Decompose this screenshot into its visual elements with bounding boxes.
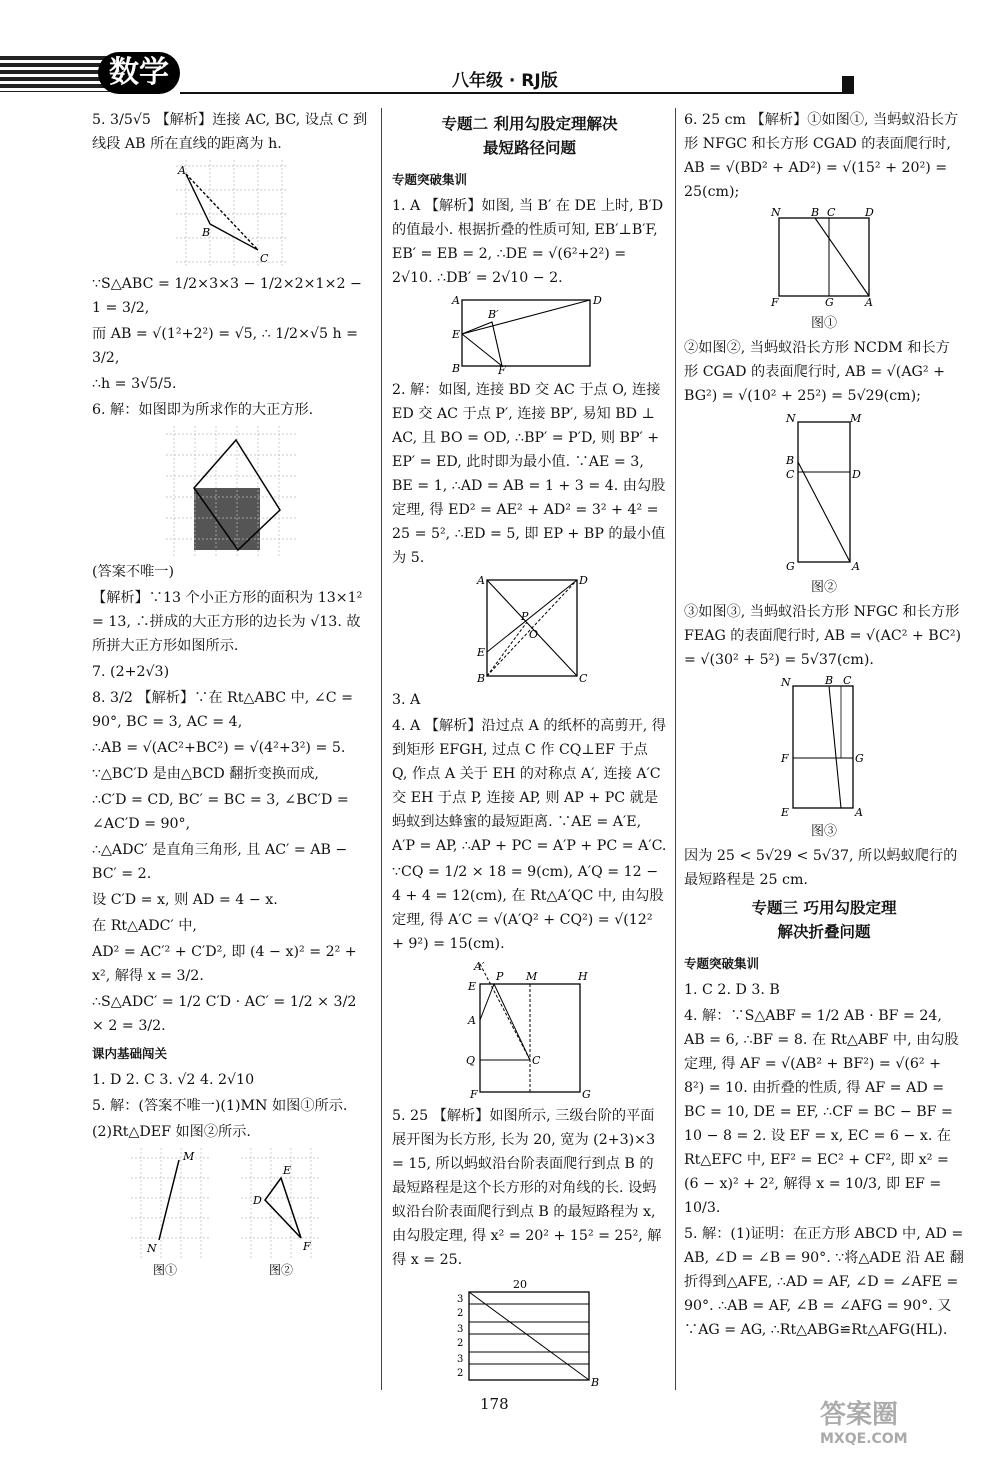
svg-text:A: A xyxy=(852,560,860,573)
answer-5: 5. 3/5√5 【解析】连接 AC, BC, 设点 C 到线段 AB 所在直线的距离为 h. xyxy=(92,112,368,152)
answer-5-step1: ∵S△ABC = 1/2×3×3 − 1/2×2×1×2 − 1 = 3/2, xyxy=(92,276,362,316)
svg-text:A: A xyxy=(467,1014,476,1027)
header-rule xyxy=(180,92,845,94)
column-middle xyxy=(392,108,667,1390)
answer-8-line: AD² = AC′² + C′D², 即 (4 − x)² = 2² + x², 解得 x = 3/2. xyxy=(92,944,357,984)
topic2-answer-2: 2. 解：如图, 连接 BD 交 AC 于点 O, 连接 ED 交 AC 于点 P′, 连接 BP′, 易知 BD ⊥ AC, 且 BO = OD, ∴BP′ = P′D, 则 BP′ + EP′ = ED, 此时即为最小值. ∵AE = 3, BE = 1, ∴AD = AB = 1 + 3 = 4. 由勾股定理, 得 ED² = AE² + AD² = 3² + 4² = 25 = 5², ∴ED = 5, 即 EP + BP 的最小值为 5. xyxy=(392,382,666,566)
svg-text:E: E xyxy=(476,646,485,659)
subsection-heading: 专题突破集训 xyxy=(684,956,760,971)
svg-text:E: E xyxy=(451,328,460,341)
svg-text:M: M xyxy=(525,970,537,983)
answer-8-line: 设 C′D = x, 则 AD = 4 − x. xyxy=(92,892,278,908)
answer-8: 8. 3/2 【解析】∵在 Rt△ABC 中, ∠C = 90°, BC = 3, AC = 4, xyxy=(92,690,353,730)
square-diagonal-figure xyxy=(475,574,588,685)
svg-text:3: 3 xyxy=(456,1354,463,1365)
watermark-logo xyxy=(820,1400,990,1456)
svg-text:N: N xyxy=(781,676,791,689)
svg-text:3: 3 xyxy=(456,1324,463,1335)
svg-text:C: C xyxy=(843,674,852,687)
grid-triangle-figure xyxy=(176,160,286,268)
svg-text:A: A xyxy=(476,574,485,587)
figure-1-label: 图① xyxy=(153,1263,178,1277)
svg-text:F: F xyxy=(469,1088,478,1101)
figure-label: 图② xyxy=(810,580,837,595)
box-net-figure-3 xyxy=(779,674,869,819)
svg-text:C: C xyxy=(578,672,587,685)
svg-text:F: F xyxy=(781,752,789,765)
svg-text:P: P xyxy=(495,970,503,983)
answer-8-line: 在 Rt△ADC′ 中, xyxy=(92,918,197,934)
svg-text:D: D xyxy=(852,468,861,481)
svg-text:B: B xyxy=(476,672,485,685)
topic-title-line: 专题二 利用勾股定理解决 xyxy=(441,115,618,133)
basic-answers: 1. D 2. C 3. √2 4. 2√10 xyxy=(92,1072,255,1088)
svg-text:B: B xyxy=(825,674,834,687)
topic2-answer-4: 4. A 【解析】沿过点 A 的纸杯的高剪开, 得到矩形 EFGH, 过点 C 作 CQ⊥EF 于点 Q, 作点 A 关于 EH 的对称点 A′, 连接 A′C 交 EH 于点 P, 连接 AP, 则 AP + PC 就是蚂蚁到达蜂蜜的最短距离. ∵AE = A′E, A′P = AP, ∴AP + PC = A′P + PC = A′C. xyxy=(392,718,667,854)
answer-8-line: ∴S△ADC′ = 1/2 C′D · AC′ = 1/2 × 3/2 × 2 = 3/2. xyxy=(92,994,357,1034)
svg-text:B: B xyxy=(451,362,460,375)
subsection-heading: 专题突破集训 xyxy=(392,172,468,187)
svg-text:A: A xyxy=(451,294,460,307)
svg-text:C: C xyxy=(827,206,836,219)
svg-text:O: O xyxy=(528,628,538,641)
topic-title-line: 解决折叠问题 xyxy=(777,923,871,941)
svg-text:Q: Q xyxy=(465,1054,475,1067)
column-right xyxy=(684,108,964,1344)
svg-text:F: F xyxy=(303,1240,311,1253)
answer-7: 7. (2+2√3) xyxy=(92,664,170,680)
svg-text:A: A xyxy=(865,296,873,309)
topic2-answer-6c: ③如图③, 当蚂蚁沿长方形 NFGC 和长方形 FEAG 的表面爬行时, AB = √(AC² + BC²) = √(30² + 5²) = 5√37(cm). xyxy=(684,604,962,668)
figure-label: 图③ xyxy=(810,824,837,839)
column-left xyxy=(92,108,370,1282)
svg-text:E: E xyxy=(781,806,790,819)
basic-answer-5: 5. 解：(答案不唯一)(1)MN 如图①所示. xyxy=(92,1098,348,1114)
column-divider xyxy=(675,108,676,1390)
topic2-answer-3: 3. A xyxy=(392,692,421,708)
svg-text:G: G xyxy=(855,752,864,765)
column-divider xyxy=(381,108,382,1390)
svg-text:2: 2 xyxy=(456,1308,463,1319)
svg-text:B: B xyxy=(786,454,795,467)
topic-title xyxy=(684,896,964,944)
answer-6-analysis: 【解析】∵13 个小正方形的面积为 13×1² = 13, ∴拼成的大正方形的边长为 √13. 故所拼大正方形如图所示. xyxy=(92,590,363,654)
grade-label: 八年级 · RJ版 xyxy=(452,71,558,91)
svg-text:D: D xyxy=(592,294,602,307)
svg-text:B: B xyxy=(811,206,820,219)
svg-text:N: N xyxy=(771,206,781,219)
figure-label: 图① xyxy=(810,316,837,331)
answer-8-line: ∴C′D = CD, BC′ = BC = 3, ∠BC′D = ∠AC′D = 90°, xyxy=(92,792,349,832)
watermark-url: MXQE.COM xyxy=(820,1431,908,1447)
basic-answer-5b: (2)Rt△DEF 如图②所示. xyxy=(92,1124,251,1140)
svg-text:E: E xyxy=(283,1164,292,1177)
svg-text:B: B xyxy=(202,226,211,239)
header-stripes xyxy=(0,56,110,92)
svg-text:D: D xyxy=(578,574,588,587)
svg-text:P: P xyxy=(520,610,528,623)
grid-figures-mn-def xyxy=(131,1148,331,1278)
svg-text:D: D xyxy=(865,206,874,219)
svg-text:M: M xyxy=(183,1150,195,1163)
svg-text:C: C xyxy=(531,1054,540,1067)
topic-title-line: 最短路径问题 xyxy=(482,139,576,157)
figure-2-label: 图② xyxy=(269,1263,294,1277)
grid-square-figure xyxy=(166,426,296,556)
svg-text:C: C xyxy=(260,252,269,265)
svg-text:A′: A′ xyxy=(473,960,484,973)
topic-title-line: 专题三 巧用勾股定理 xyxy=(751,899,897,917)
svg-text:M: M xyxy=(850,412,862,425)
topic2-answer-1: 1. A 【解析】如图, 当 B′ 在 DE 上时, B′D 的值最小. 根据折叠的性质可知, EB′⊥B′F, EB′ = EB = 2, ∴DE = √(6²+2²) = 2√10. ∴DB′ = 2√10 − 2. xyxy=(392,198,664,286)
cup-unfold-figure xyxy=(460,960,600,1100)
svg-text:F: F xyxy=(771,296,779,309)
rectangle-fold-figure xyxy=(450,294,610,377)
svg-text:G: G xyxy=(786,560,795,573)
topic2-answer-6: 6. 25 cm 【解析】①如图①, 当蚂蚁沿长方形 NFGC 和长方形 CGAD 的表面爬行时, AB = √(BD² + AD²) = √(15² + 20²) = 25(cm); xyxy=(684,112,959,200)
svg-text:F: F xyxy=(497,364,506,377)
answer-5-step3: ∴h = 3√5/5. xyxy=(92,376,177,392)
svg-text:G: G xyxy=(581,1088,591,1101)
box-net-figure-1 xyxy=(769,208,879,308)
answer-5-step2: 而 AB = √(1²+2²) = √5, ∴ 1/2×√5 h = 3/2, xyxy=(92,326,359,366)
topic-title xyxy=(392,112,667,160)
answer-8-line: ∴△ADC′ 是直角三角形, 且 AC′ = AB − BC′ = 2. xyxy=(92,842,348,882)
svg-text:3: 3 xyxy=(456,1294,463,1305)
watermark-text: 答案圈 xyxy=(820,1400,899,1430)
svg-text:C: C xyxy=(786,468,795,481)
header-block xyxy=(842,76,854,94)
svg-text:A: A xyxy=(855,806,863,819)
stairs-unfold-figure xyxy=(455,1276,605,1389)
topic3-answers: 1. C 2. D 3. B xyxy=(684,982,780,998)
svg-text:2: 2 xyxy=(456,1338,463,1349)
svg-text:N: N xyxy=(147,1242,157,1255)
topic3-answer-4: 4. 解：∵S△ABF = 1/2 AB · BF = 24, AB = 6, ∴BF = 8. 在 Rt△ABF 中, 由勾股定理, 得 AF = √(AB² + BF²) = √(6² + 8²) = 10. 由折叠的性质, 得 AF = AD = BC = 10, DE = EF, ∴CF = BC − BF = 10 − 8 = 2. 设 EF = x, EC = 6 − x. 在 Rt△EFC 中, EF² = EC² + CF², 即 x² = (6 − x)² + 2², 解得 x = 10/3, 即 EF = 10/3. xyxy=(684,1008,959,1216)
svg-text:A: A xyxy=(178,164,186,177)
svg-text:B′: B′ xyxy=(487,308,499,321)
topic2-answer-5: 5. 25 【解析】如图所示, 三级台阶的平面展开图为长方形, 长为 20, 宽为 (2+3)×3 = 15, 所以蚂蚁沿台阶表面爬行到点 B 的最短路程是这个长方形的对角线的长. 设蚂蚁沿台阶表面爬行到点 B 的最短路程为 x, 由勾股定理, 得 x² = 20² + 15² = 25², 解得 x = 25. xyxy=(392,1108,662,1268)
answer-6: 6. 解：如图即为所求作的大正方形. xyxy=(92,402,314,418)
answer-6-note: (答案不唯一) xyxy=(92,564,175,580)
box-net-figure-2 xyxy=(784,412,864,572)
svg-text:B: B xyxy=(590,1376,599,1389)
answer-8-line: ∴AB = √(AC²+BC²) = √(4²+3²) = 5. xyxy=(92,740,346,756)
section-heading: 课内基础闯关 xyxy=(92,1046,168,1061)
svg-text:G: G xyxy=(825,296,834,309)
svg-text:D: D xyxy=(253,1194,262,1207)
topic2-answer-6b: ②如图②, 当蚂蚁沿长方形 NCDM 和长方形 CGAD 的表面爬行时, AB = √(AG² + BG²) = √(10² + 25²) = 5√29(cm); xyxy=(684,340,950,404)
svg-text:E: E xyxy=(467,980,476,993)
answer-8-line: ∵△BC′D 是由△BCD 翻折变换而成, xyxy=(92,766,319,782)
topic3-answer-5: 5. 解：(1)证明：在正方形 ABCD 中, AD = AB, ∠D = ∠B = 90°. ∵将△ADE 沿 AE 翻折得到△AFE, ∴AD = AF, ∠D = ∠AFE = 90°. ∴AB = AF, ∠B = ∠AFG = 90°. 又∵AG = AG, ∴Rt△ABG≌Rt△AFG(HL). xyxy=(684,1226,964,1338)
svg-text:N: N xyxy=(786,412,796,425)
topic2-answer-6d: 因为 25 < 5√29 < 5√37, 所以蚂蚁爬行的最短路程是 25 cm. xyxy=(684,848,958,888)
subject-logo: 数学 xyxy=(98,52,180,94)
svg-text:H: H xyxy=(577,970,588,983)
page-number: 178 xyxy=(480,1395,509,1413)
svg-text:20: 20 xyxy=(512,1278,527,1291)
svg-text:2: 2 xyxy=(456,1368,463,1379)
topic2-answer-4b: ∵CQ = 1/2 × 18 = 9(cm), A′Q = 12 − 4 + 4 = 12(cm), 在 Rt△A′QC 中, 由勾股定理, 得 A′C = √(A′Q² + CQ²) = √(12² + 9²) = 15(cm). xyxy=(392,864,664,952)
